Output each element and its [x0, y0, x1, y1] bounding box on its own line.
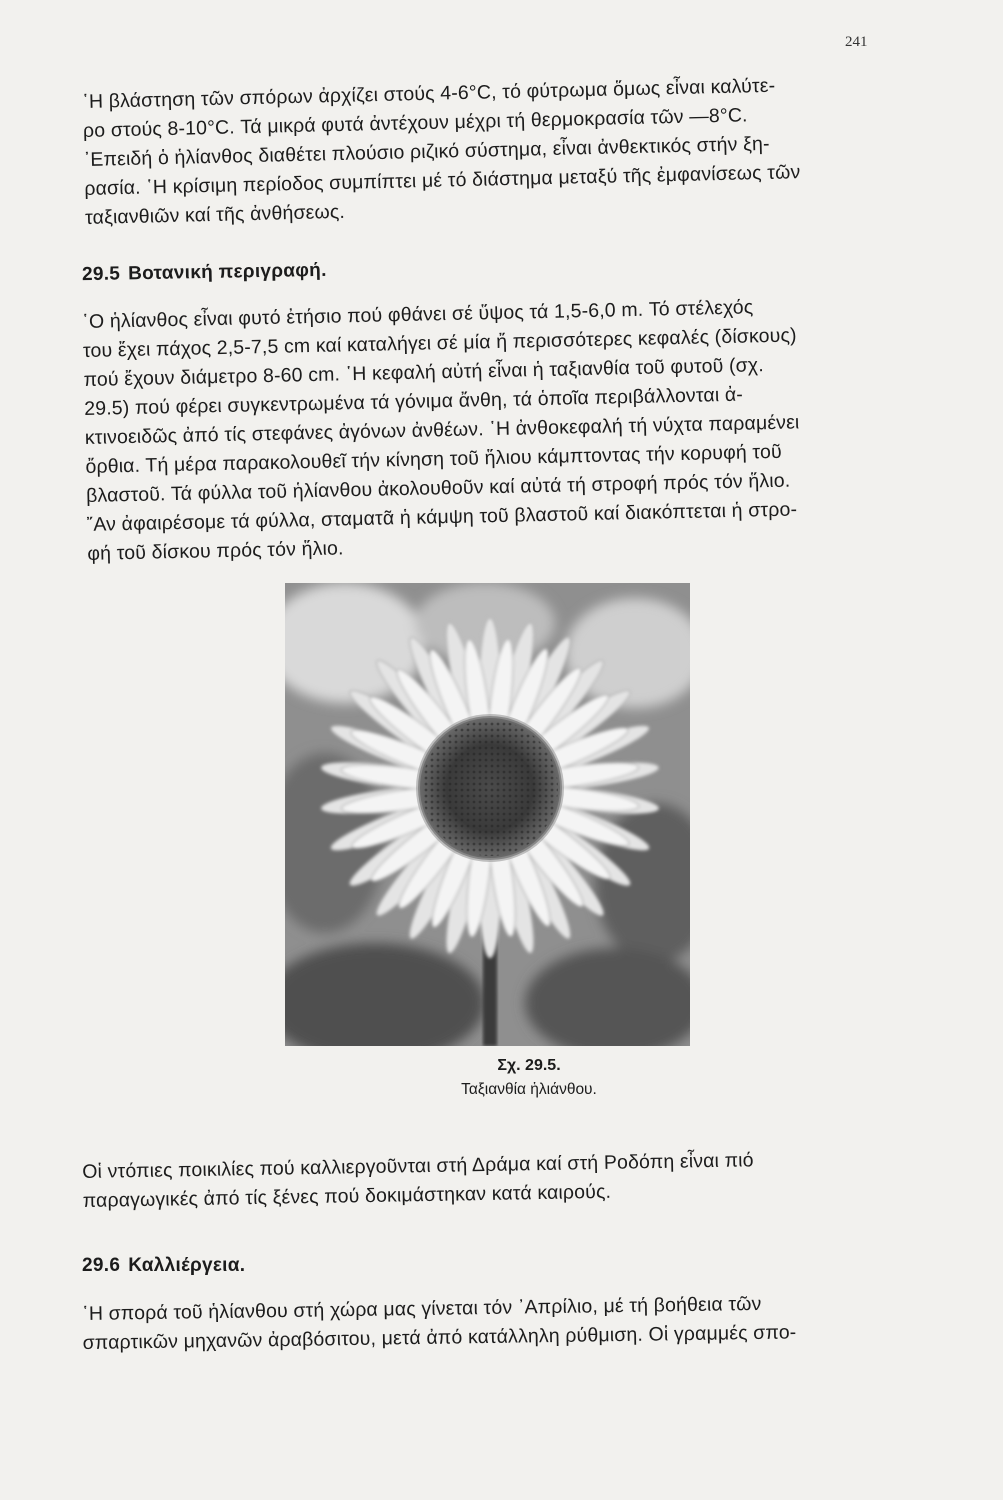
text-line: φή τοῦ δίσκου πρός τόν ἥλιο.	[87, 537, 344, 565]
text-line: ὄρθια. Τή μέρα παρακολουθεῖ τήν κίνηση τοῦ ἥλιου κάμπτοντας τήν κορυφή τοῦ	[85, 440, 783, 478]
figure-label: Σχ. 29.5.	[497, 1057, 561, 1074]
text-line: 29.5) πού φέρει συγκεντρωμένα τά γόνιμα ἄνθη, τά ὁποῖα περιβάλλονται ἀ-	[83, 383, 744, 420]
text-line: ρο στούς 8-10°C. Τά μικρά φυτά ἀντέχουν μέχρι τή θερμοκρασία τῶν —8°C.	[82, 104, 748, 142]
text-line: ῎Αν ἀφαιρέσομε τά φύλλα, σταματᾶ ἡ κάμψη τοῦ βλαστοῦ καί διακόπτεται ἡ στρο-	[86, 498, 798, 536]
text-line: κτινοειδῶς ἀπό τίς στεφάνες ἀγόνων ἀνθέων. ῾Η ἀνθοκεφαλή τή νύχτα παραμένει	[84, 411, 800, 449]
text-line: ῾Η βλάστηση τῶν σπόρων ἀρχίζει στούς 4-6°C, τό φύτρωμα ὅμως εἶναι καλύτε-	[82, 74, 776, 113]
text-line: ῾Ο ἡλίανθος εἶναι φυτό ἐτήσιο πού φθάνει σέ ὕψος τά 1,5-6,0 m. Τό στέλεχός	[82, 296, 754, 333]
text-line: Οἱ ντόπιες ποικιλίες πού καλλιεργοῦνται στή Δράμα καί στή Ροδόπη εἶναι πιό	[82, 1149, 754, 1183]
figure-caption: Ταξιανθία ἡλιάνθου.	[461, 1081, 597, 1098]
section-title: Καλλιέργεια.	[128, 1255, 246, 1276]
botany-paragraph	[82, 290, 927, 569]
text-line: παραγωγικές ἀπό τίς ξένες πού δοκιμάστηκαν κατά καιρούς.	[82, 1180, 612, 1212]
section-number: 29.5	[81, 263, 121, 286]
varieties-paragraph	[82, 1143, 923, 1216]
text-line: του ἔχει πάχος 2,5-7,5 cm καί καταλήγει σέ μία ἤ περισσότερες κεφαλές (δίσκους)	[82, 324, 797, 362]
sunflower-photo	[285, 583, 690, 1046]
text-line: ταξιανθιῶν καί τῆς ἀνθήσεως.	[84, 200, 346, 229]
text-line: ῾Η σπορά τοῦ ἡλίανθου στή χώρα μας γίνεται τόν ᾿Απρίλιο, μέ τή βοήθεια τῶν	[82, 1292, 762, 1325]
cultivation-paragraph	[82, 1288, 923, 1358]
section-heading-29-6	[82, 1255, 245, 1277]
section-number: 29.6	[82, 1255, 121, 1276]
text-line: σπαρτικῶν μηχανῶν ἀραβόσιτου, μετά ἀπό κατάλληλη ρύθμιση. Οἱ γραμμές σπο-	[82, 1321, 797, 1354]
text-line: βλαστοῦ. Τά φύλλα τοῦ ἡλίανθου ἀκολουθοῦν καί αὐτά τή στροφή πρός τόν ἥλιο.	[85, 469, 791, 507]
intro-paragraph	[82, 68, 925, 233]
section-title: Βοτανική περιγραφή.	[128, 259, 327, 285]
page-number: 241	[845, 34, 868, 50]
section-heading-29-5	[82, 260, 327, 286]
text-line: ᾿Επειδή ὁ ἡλίανθος διαθέτει πλούσιο ριζικό σύστημα, εἶναι ἀνθεκτικός στήν ξη-	[83, 132, 770, 171]
text-line: ρασία. ῾Η κρίσιμη περίοδος συμπίπτει μέ τό διάστημα μεταξύ τῆς ἐμφανίσεως τῶν	[84, 161, 801, 200]
text-line: πού ἔχουν διάμετρο 8-60 cm. ῾Η κεφαλή αὐτή εἶναι ἡ ταξιανθία τοῦ φυτοῦ (σχ.	[83, 354, 764, 391]
